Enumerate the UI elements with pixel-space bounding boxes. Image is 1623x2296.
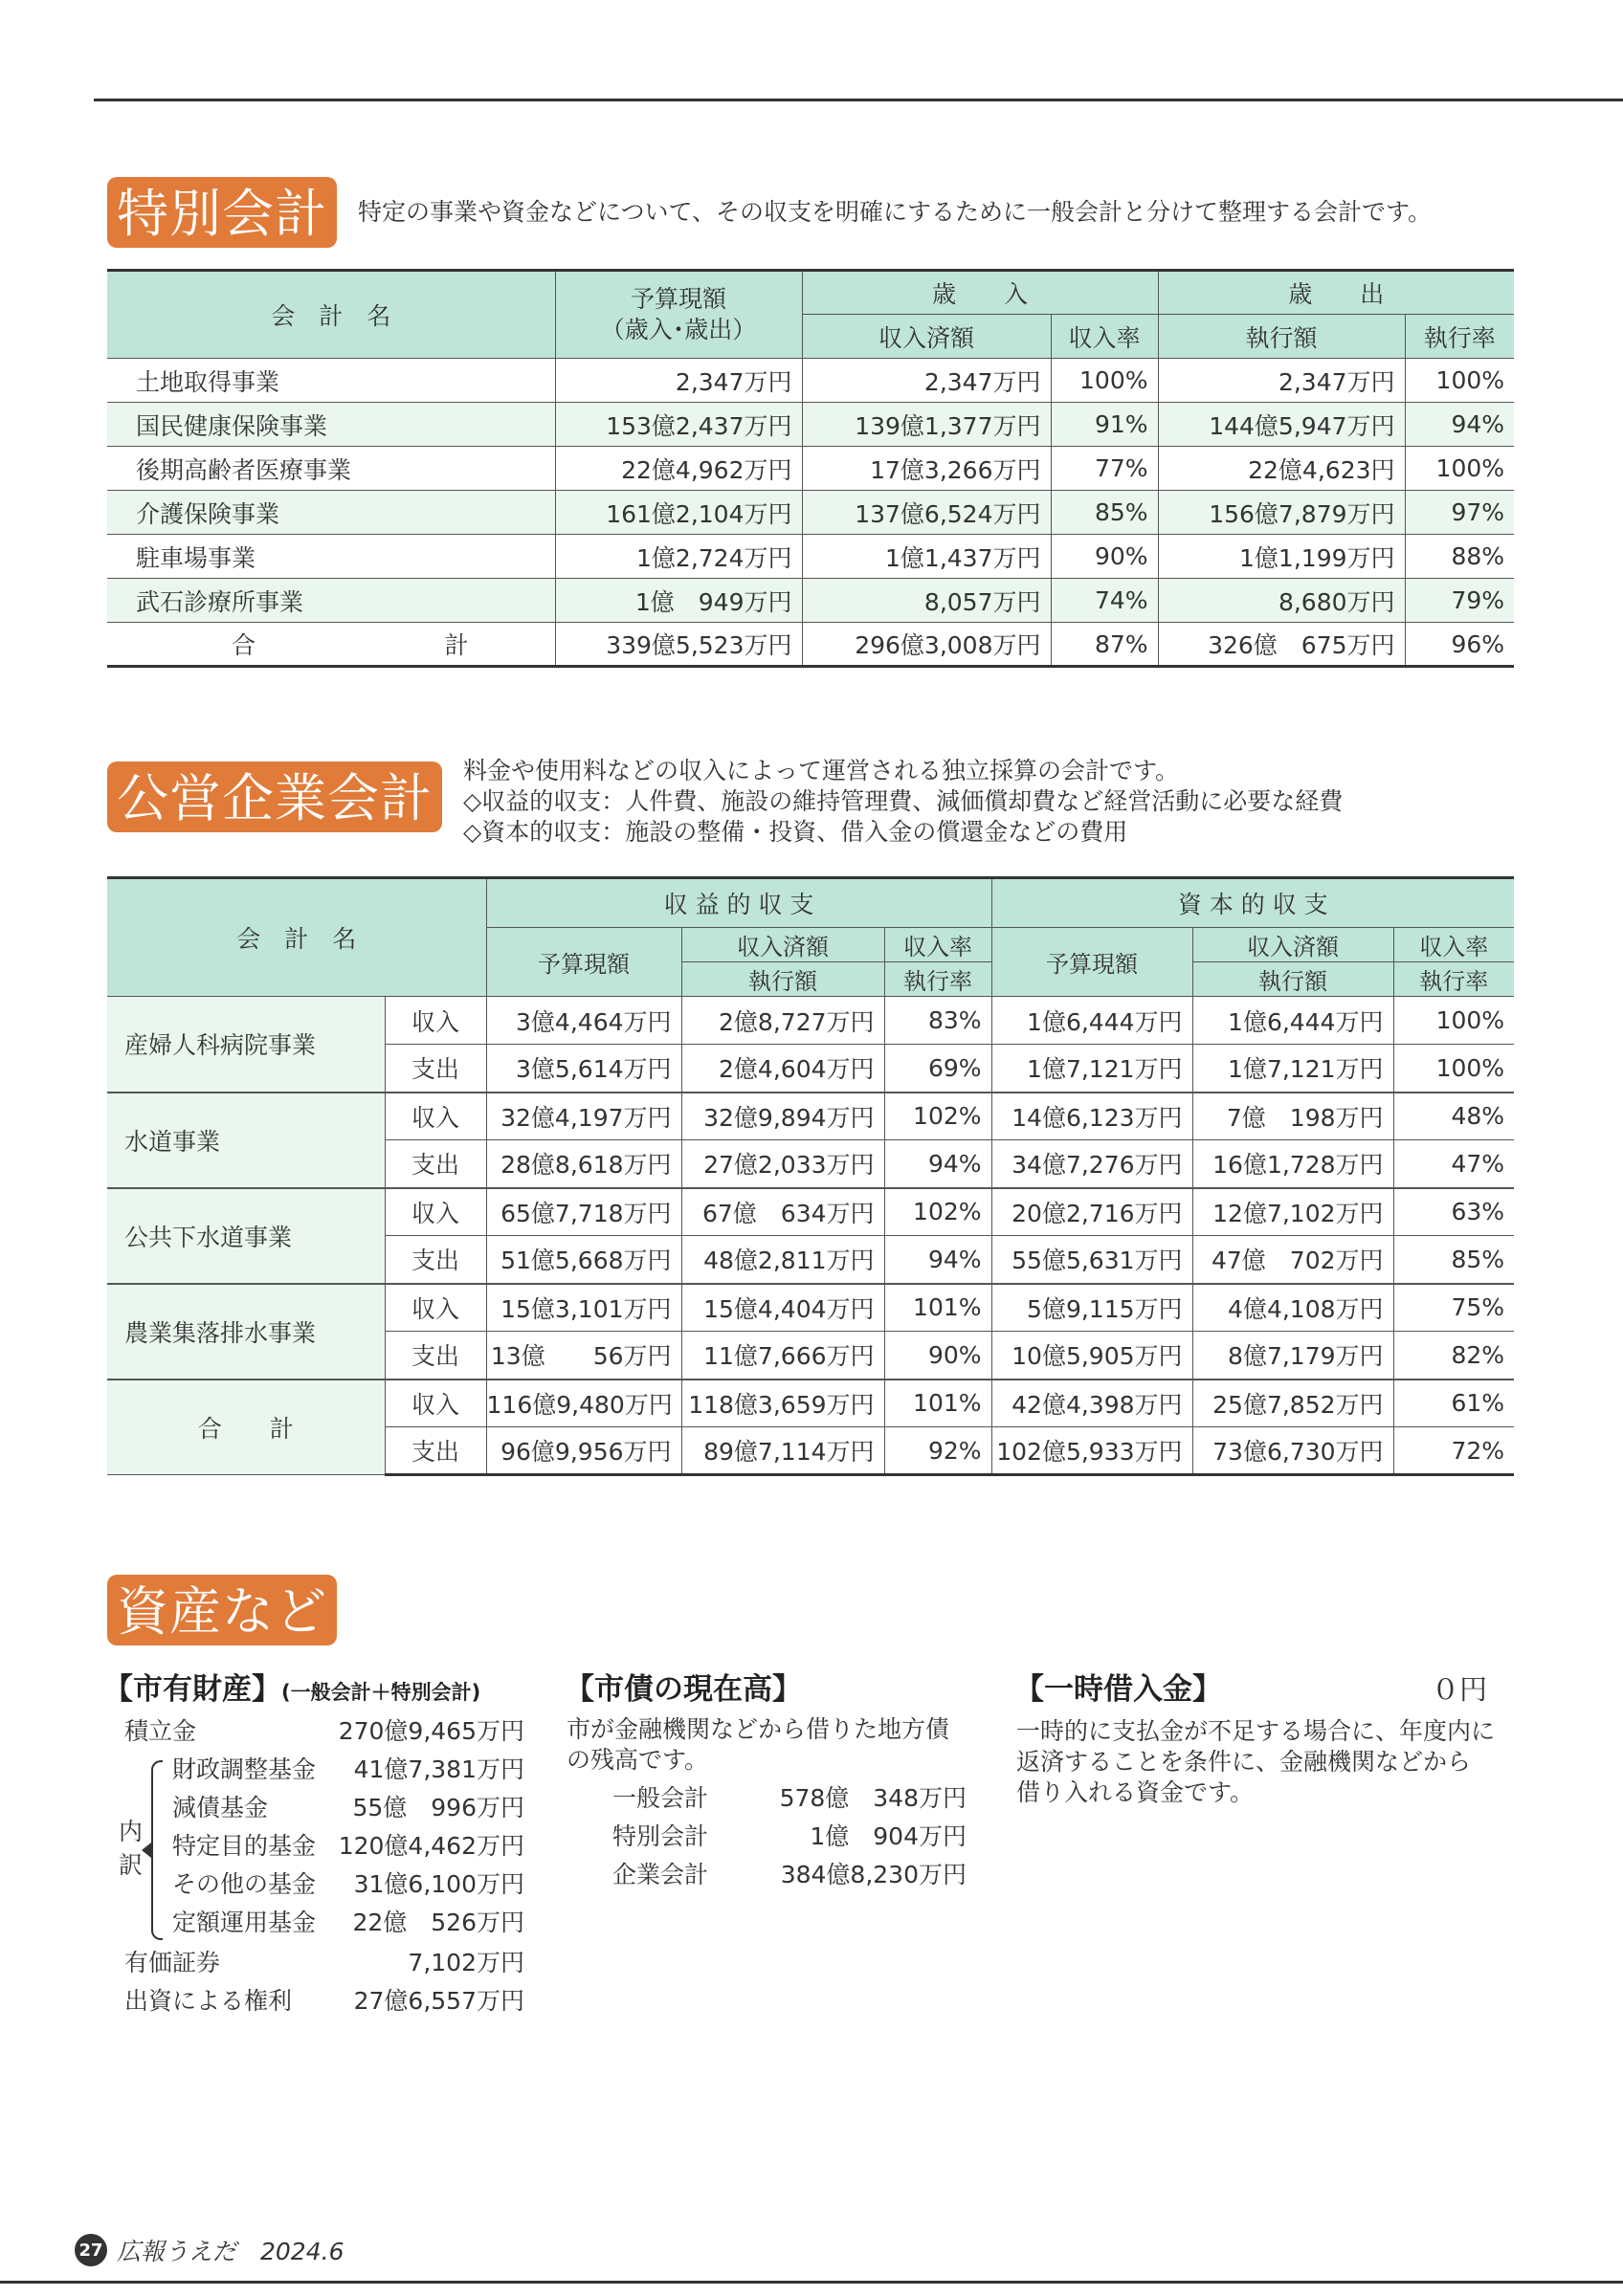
assets-badge: 資産など xyxy=(107,1575,337,1645)
header-receipt-rate: 収入率 xyxy=(1393,928,1514,962)
enterprise-desc-line: 料金や使用料などの収入によって運営される独立採算の会計です。 xyxy=(463,757,1180,784)
row-receipt-rate: 100% xyxy=(1051,359,1158,403)
header-executed: 執行額 xyxy=(1192,962,1393,997)
capital-amount: 73億6,730万円 xyxy=(1192,1427,1393,1475)
breakdown-item-label: 定額運用基金 xyxy=(172,1909,317,1936)
breakdown-item-value: 41億7,381万円 xyxy=(353,1755,524,1783)
revenue-rate: 102% xyxy=(884,1093,991,1140)
property-subtitle: (一般会計＋特別会計) xyxy=(281,1681,481,1704)
expense-label: 支出 xyxy=(385,1427,486,1475)
row-name: 国民健康保険事業 xyxy=(107,403,555,447)
temp-loan-title: 【一時借入金】 xyxy=(1014,1672,1222,1707)
capital-amount: 1億6,444万円 xyxy=(1192,997,1393,1045)
header-execution-rate: 執行率 xyxy=(1405,315,1514,359)
bond-item-value: 578億 348万円 xyxy=(779,1784,967,1812)
revenue-rate: 90% xyxy=(884,1332,991,1380)
revenue-budget: 28億8,618万円 xyxy=(486,1140,681,1188)
temp-loan-desc: 借り入れる資金です。 xyxy=(1016,1778,1255,1806)
bonds-desc: の残高です。 xyxy=(567,1746,709,1774)
capital-amount: 1億7,121万円 xyxy=(1192,1045,1393,1093)
securities-label: 有価証券 xyxy=(124,1949,221,1976)
breakdown-label: 訳 xyxy=(119,1851,144,1879)
header-capital-group: 資 本 的 収 支 xyxy=(991,878,1514,928)
row-executed: 156億7,879万円 xyxy=(1158,491,1405,535)
header-budget: 予算現額 xyxy=(486,928,681,997)
header-executed: 執行額 xyxy=(1158,315,1405,359)
capital-budget: 5億9,115万円 xyxy=(991,1284,1192,1332)
capital-rate: 63% xyxy=(1393,1188,1514,1236)
total-label: 合 計 xyxy=(107,623,555,667)
revenue-amount: 2億4,604万円 xyxy=(681,1045,884,1093)
bond-item-label: 一般会計 xyxy=(612,1784,709,1812)
account-name: 産婦人科病院事業 xyxy=(107,997,385,1093)
account-name: 水道事業 xyxy=(107,1093,385,1188)
revenue-budget: 32億4,197万円 xyxy=(486,1093,681,1140)
row-execution-rate: 100% xyxy=(1405,359,1514,403)
revenue-amount: 15億4,404万円 xyxy=(681,1284,884,1332)
revenue-budget: 116億9,480万円 xyxy=(486,1380,681,1427)
breakdown-item-label: その他の基金 xyxy=(172,1870,317,1898)
breakdown-item-label: 特定目的基金 xyxy=(172,1832,317,1860)
header-budget: 予算現額 xyxy=(991,928,1192,997)
income-label: 収入 xyxy=(385,1284,486,1332)
header-execution-rate: 執行率 xyxy=(884,962,991,997)
property-title: 【市有財産】(一般会計＋特別会計) xyxy=(103,1672,481,1707)
income-label: 収入 xyxy=(385,1093,486,1140)
investment-label: 出資による権利 xyxy=(124,1987,293,2015)
capital-rate: 75% xyxy=(1393,1284,1514,1332)
investment-value: 27億6,557万円 xyxy=(353,1987,524,2015)
capital-budget: 20億2,716万円 xyxy=(991,1188,1192,1236)
revenue-rate: 101% xyxy=(884,1284,991,1332)
revenue-rate: 83% xyxy=(884,997,991,1045)
revenue-amount: 2億8,727万円 xyxy=(681,997,884,1045)
breakdown-item-value: 31億6,100万円 xyxy=(353,1870,524,1898)
capital-amount: 47億 702万円 xyxy=(1192,1236,1393,1284)
row-receipt-rate: 90% xyxy=(1051,535,1158,579)
enterprise-accounts-badge: 公営企業会計 xyxy=(107,762,442,832)
capital-budget: 14億6,123万円 xyxy=(991,1093,1192,1140)
header-received: 収入済額 xyxy=(1192,928,1393,962)
row-execution-rate: 94% xyxy=(1405,403,1514,447)
capital-budget: 102億5,933万円 xyxy=(991,1427,1192,1475)
row-name: 土地取得事業 xyxy=(107,359,555,403)
capital-rate: 72% xyxy=(1393,1427,1514,1475)
reserve-value: 270億9,465万円 xyxy=(338,1717,524,1745)
special-accounts-badge: 特別会計 xyxy=(107,177,337,248)
table-row xyxy=(107,359,1514,403)
capital-rate: 85% xyxy=(1393,1236,1514,1284)
breakdown-item-label: 減債基金 xyxy=(172,1794,269,1821)
row-budget: 1億 949万円 xyxy=(555,579,802,623)
revenue-rate: 101% xyxy=(884,1380,991,1427)
header-budget: 予算現額 （歳入･歳出） xyxy=(555,271,802,359)
page-number: 27 xyxy=(75,2234,107,2266)
row-received: 137億6,524万円 xyxy=(802,491,1051,535)
row-name: 武石診療所事業 xyxy=(107,579,555,623)
enterprise-desc-line: ◇資本的収支：施設の整備・投資、借入金の償還金などの費用 xyxy=(463,818,1128,846)
breakdown-brace xyxy=(151,1760,163,1940)
bonds-title: 【市債の現在高】 xyxy=(565,1672,802,1707)
header-executed: 執行額 xyxy=(681,962,884,997)
capital-amount: 4億4,108万円 xyxy=(1192,1284,1393,1332)
revenue-rate: 92% xyxy=(884,1427,991,1475)
table-row xyxy=(107,1284,1514,1332)
expense-label: 支出 xyxy=(385,1045,486,1093)
capital-budget: 10億5,905万円 xyxy=(991,1332,1192,1380)
revenue-amount: 89億7,114万円 xyxy=(681,1427,884,1475)
header-received: 収入済額 xyxy=(802,315,1051,359)
row-executed: 8,680万円 xyxy=(1158,579,1405,623)
header-revenue-group: 収 益 的 収 支 xyxy=(486,878,991,928)
table-row xyxy=(107,1380,1514,1427)
total-receipt-rate: 87% xyxy=(1051,623,1158,667)
row-executed: 144億5,947万円 xyxy=(1158,403,1405,447)
enterprise-description xyxy=(463,756,1343,848)
table-row xyxy=(107,491,1514,535)
total-received: 296億3,008万円 xyxy=(802,623,1051,667)
temp-loan-desc: 返済することを条件に、金融機関などから xyxy=(1016,1748,1472,1776)
row-receipt-rate: 74% xyxy=(1051,579,1158,623)
revenue-budget: 13億 56万円 xyxy=(486,1332,681,1380)
municipal-property-block xyxy=(103,1665,524,2019)
capital-budget: 42億4,398万円 xyxy=(991,1380,1192,1427)
account-name: 農業集落排水事業 xyxy=(107,1284,385,1380)
row-name: 駐車場事業 xyxy=(107,535,555,579)
row-budget: 153億2,437万円 xyxy=(555,403,802,447)
bond-item-value: 1億 904万円 xyxy=(810,1822,967,1850)
capital-rate: 100% xyxy=(1393,997,1514,1045)
revenue-rate: 69% xyxy=(884,1045,991,1093)
table-row xyxy=(107,579,1514,623)
revenue-amount: 32億9,894万円 xyxy=(681,1093,884,1140)
expense-label: 支出 xyxy=(385,1140,486,1188)
capital-budget: 1億7,121万円 xyxy=(991,1045,1192,1093)
total-executed: 326億 675万円 xyxy=(1158,623,1405,667)
breakdown-item-label: 財政調整基金 xyxy=(172,1755,317,1783)
header-revenue: 歳 入 xyxy=(802,271,1158,315)
account-name: 合 計 xyxy=(107,1380,385,1475)
temp-loan-desc: 一時的に支払金が不足する場合に、年度内に xyxy=(1016,1717,1496,1745)
row-received: 139億1,377万円 xyxy=(802,403,1051,447)
special-accounts-description: 特定の事業や資金などについて、その収支を明確にするために一般会計と分けて整理する会計です。 xyxy=(358,198,1433,226)
temp-loan-value: ０円 xyxy=(1431,1673,1487,1706)
breakdown-item-value: 120億4,462万円 xyxy=(338,1832,524,1860)
revenue-rate: 102% xyxy=(884,1188,991,1236)
total-execution-rate: 96% xyxy=(1405,623,1514,667)
capital-budget: 34億7,276万円 xyxy=(991,1140,1192,1188)
revenue-amount: 118億3,659万円 xyxy=(681,1380,884,1427)
header-receipt-rate: 収入率 xyxy=(884,928,991,962)
municipal-bonds-block xyxy=(565,1665,967,1894)
row-executed: 2,347万円 xyxy=(1158,359,1405,403)
enterprise-accounts-table xyxy=(107,876,1514,1476)
special-accounts-table xyxy=(107,269,1514,668)
row-received: 17億3,266万円 xyxy=(802,447,1051,491)
capital-rate: 61% xyxy=(1393,1380,1514,1427)
row-execution-rate: 88% xyxy=(1405,535,1514,579)
revenue-amount: 27億2,033万円 xyxy=(681,1140,884,1188)
capital-amount: 7億 198万円 xyxy=(1192,1093,1393,1140)
row-execution-rate: 79% xyxy=(1405,579,1514,623)
capital-budget: 55億5,631万円 xyxy=(991,1236,1192,1284)
row-name: 介護保険事業 xyxy=(107,491,555,535)
breakdown-item-value: 22億 526万円 xyxy=(352,1909,524,1936)
capital-amount: 16億1,728万円 xyxy=(1192,1140,1393,1188)
top-rule xyxy=(94,99,1623,101)
row-received: 1億1,437万円 xyxy=(802,535,1051,579)
row-budget: 2,347万円 xyxy=(555,359,802,403)
table-row xyxy=(107,447,1514,491)
securities-value: 7,102万円 xyxy=(408,1949,524,1976)
capital-budget: 1億6,444万円 xyxy=(991,997,1192,1045)
publication-name: 広報うえだ 2024.6 xyxy=(117,2238,345,2265)
income-label: 収入 xyxy=(385,1188,486,1236)
capital-rate: 100% xyxy=(1393,1045,1514,1093)
bond-item-label: 企業会計 xyxy=(612,1861,709,1888)
header-receipt-rate: 収入率 xyxy=(1051,315,1158,359)
capital-rate: 48% xyxy=(1393,1093,1514,1140)
row-receipt-rate: 91% xyxy=(1051,403,1158,447)
bond-item-label: 特別会計 xyxy=(612,1822,709,1850)
row-received: 2,347万円 xyxy=(802,359,1051,403)
income-label: 収入 xyxy=(385,1380,486,1427)
total-budget: 339億5,523万円 xyxy=(555,623,802,667)
row-executed: 1億1,199万円 xyxy=(1158,535,1405,579)
expense-label: 支出 xyxy=(385,1236,486,1284)
row-budget: 22億4,962万円 xyxy=(555,447,802,491)
temporary-loan-block xyxy=(1014,1665,1512,1818)
header-account-name: 会 計 名 xyxy=(107,271,555,359)
row-executed: 22億4,623円 xyxy=(1158,447,1405,491)
table-row xyxy=(107,1188,1514,1236)
row-name: 後期高齢者医療事業 xyxy=(107,447,555,491)
capital-amount: 25億7,852万円 xyxy=(1192,1380,1393,1427)
revenue-budget: 3億4,464万円 xyxy=(486,997,681,1045)
income-label: 収入 xyxy=(385,997,486,1045)
capital-rate: 47% xyxy=(1393,1140,1514,1188)
breakdown-item-value: 55億 996万円 xyxy=(352,1794,524,1821)
row-execution-rate: 97% xyxy=(1405,491,1514,535)
total-row xyxy=(107,623,1514,667)
capital-rate: 82% xyxy=(1393,1332,1514,1380)
row-budget: 1億2,724万円 xyxy=(555,535,802,579)
header-account-name: 会 計 名 xyxy=(107,878,486,997)
revenue-amount: 11億7,666万円 xyxy=(681,1332,884,1380)
row-received: 8,057万円 xyxy=(802,579,1051,623)
table-row xyxy=(107,1093,1514,1140)
bonds-desc: 市が金融機関などから借りた地方債 xyxy=(567,1715,950,1743)
reserve-label: 積立金 xyxy=(124,1717,197,1745)
header-execution-rate: 執行率 xyxy=(1393,962,1514,997)
revenue-budget: 3億5,614万円 xyxy=(486,1045,681,1093)
table-row xyxy=(107,997,1514,1045)
table-row xyxy=(107,535,1514,579)
revenue-amount: 48億2,811万円 xyxy=(681,1236,884,1284)
revenue-budget: 15億3,101万円 xyxy=(486,1284,681,1332)
header-received: 収入済額 xyxy=(681,928,884,962)
expense-label: 支出 xyxy=(385,1332,486,1380)
breakdown-brace-tip xyxy=(142,1843,151,1858)
enterprise-desc-line: ◇収益的収支：人件費、施設の維持管理費、減価償却費など経営活動に必要な経費 xyxy=(463,787,1344,815)
revenue-budget: 96億9,956万円 xyxy=(486,1427,681,1475)
page-footer xyxy=(75,2233,344,2267)
row-execution-rate: 100% xyxy=(1405,447,1514,491)
revenue-budget: 65億7,718万円 xyxy=(486,1188,681,1236)
bottom-rule xyxy=(0,2281,1623,2284)
capital-amount: 8億7,179万円 xyxy=(1192,1332,1393,1380)
header-expenditure: 歳 出 xyxy=(1158,271,1514,315)
capital-amount: 12億7,102万円 xyxy=(1192,1188,1393,1236)
row-receipt-rate: 85% xyxy=(1051,491,1158,535)
row-budget: 161億2,104万円 xyxy=(555,491,802,535)
row-receipt-rate: 77% xyxy=(1051,447,1158,491)
revenue-budget: 51億5,668万円 xyxy=(486,1236,681,1284)
revenue-amount: 67億 634万円 xyxy=(681,1188,884,1236)
account-name: 公共下水道事業 xyxy=(107,1188,385,1284)
breakdown-label: 内 xyxy=(119,1818,144,1845)
revenue-rate: 94% xyxy=(884,1140,991,1188)
table-row xyxy=(107,403,1514,447)
revenue-rate: 94% xyxy=(884,1236,991,1284)
bond-item-value: 384億8,230万円 xyxy=(780,1861,967,1888)
